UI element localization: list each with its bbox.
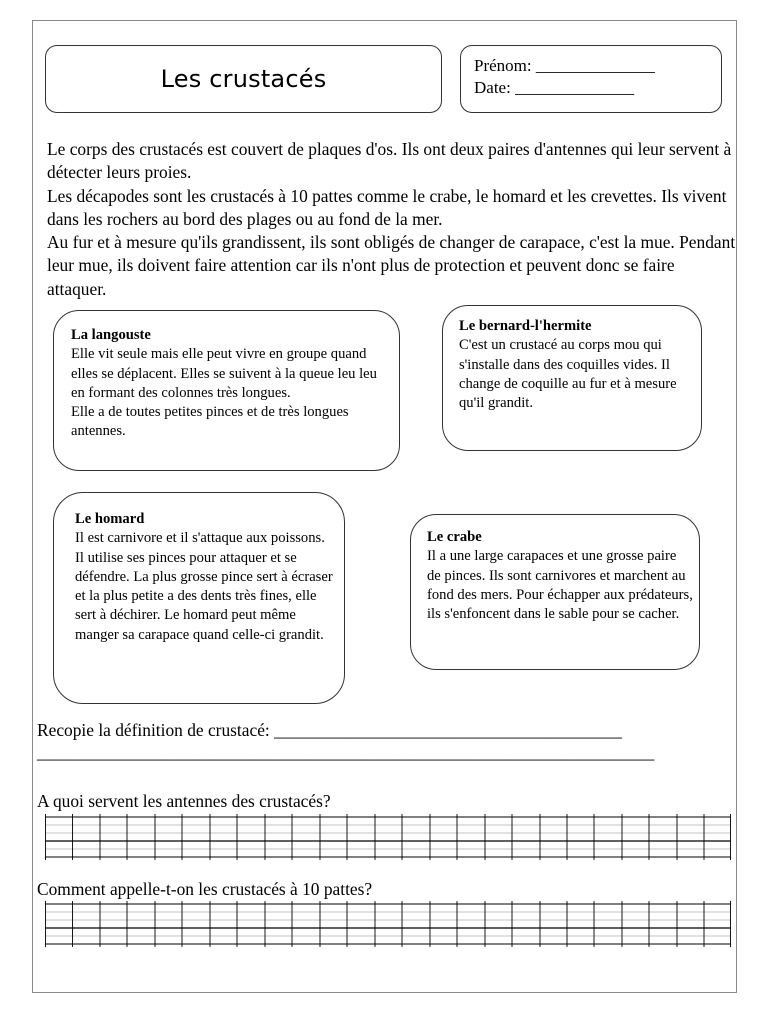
card-crabe (410, 514, 700, 670)
card-text: Elle vit seule mais elle peut vivre en groupe quand elles se déplacent. Elles se suivent à la queue leu leu en formant des colonnes très longues. (71, 346, 377, 401)
question-definition: Recopie la définition de crustacé: ________________________________________ (37, 720, 622, 740)
card-title: Le crabe (427, 529, 482, 545)
card-text: Il a une large carapaces et une grosse paire de pinces. Ils sont carnivores et marchent au fond des mers. Pour échapper aux prédateurs, ils s'enfoncent dans le sable pour se cacher. (427, 548, 693, 623)
card-title: Le bernard-l'hermite (459, 318, 592, 334)
card-title: Le homard (75, 511, 145, 527)
page-title: Les crustacés (160, 65, 327, 93)
answer-line[interactable]: _______________________________________________________________________ (37, 742, 655, 762)
prenom-field[interactable]: Prénom: ______________ (474, 56, 655, 75)
intro-text (47, 138, 737, 301)
title-box (45, 45, 442, 113)
question-antennes: A quoi servent les antennes des crustacés? (37, 791, 331, 811)
intro-paragraph: Le corps des crustacés est couvert de plaques d'os. Ils ont deux paires d'antennes qui leur servent à détecter leurs proies. (47, 139, 732, 183)
intro-paragraph: Au fur et à mesure qu'ils grandissent, ils sont obligés de changer de carapace, c'est la mue. Pendant leur mue, ils doivent faire attention car ils n'ont plus de protection et peuvent donc se faire attaquer. (47, 232, 736, 299)
card-langouste (53, 310, 400, 471)
identity-box (460, 45, 722, 113)
card-text: Il est carnivore et il s'attaque aux poissons. Il utilise ses pinces pour attaquer et se défendre. La plus grosse pince sert à écraser et la plus petite a des dents très fines, elle sert à déchirer. Le homard peut même manger sa carapace quand celle-ci grandit. (75, 530, 333, 643)
card-bernard-lhermite (442, 305, 702, 451)
card-homard (53, 492, 345, 704)
card-title: La langouste (71, 327, 151, 343)
question-decapodes: Comment appelle-t-on les crustacés à 10 pattes? (37, 879, 373, 899)
card-text: Elle a de toutes petites pinces et de très longues antennes. (71, 404, 349, 440)
intro-paragraph: Les décapodes sont les crustacés à 10 pattes comme le crabe, le homard et les crevettes. Ils vivent dans les rochers au bord des plages ou au fond de la mer. (47, 185, 727, 229)
writing-grid-antennes[interactable] (45, 812, 731, 862)
date-field[interactable]: Date: ______________ (474, 78, 635, 97)
card-text: C'est un crustacé au corps mou qui s'installe dans des coquilles vides. Il change de coquille au fur et à mesure qu'il grandit. (459, 337, 677, 412)
writing-grid-decapodes[interactable] (45, 899, 731, 949)
